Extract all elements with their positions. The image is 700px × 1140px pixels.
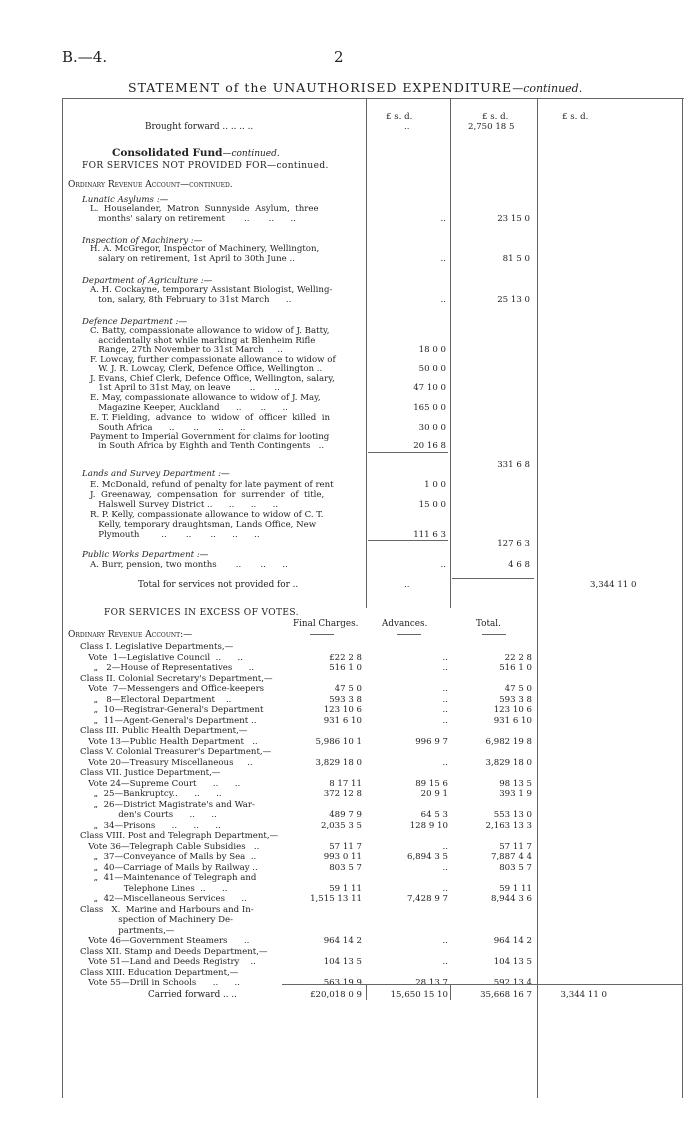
item-amount: .. <box>440 295 446 305</box>
final-charge: 59 1 11 <box>329 884 362 894</box>
vote-row-label: Vote 1—Legislative Council .. .. <box>80 653 243 663</box>
advance: .. <box>442 663 448 673</box>
final-charge: 5,986 10 1 <box>315 737 362 747</box>
left-rule <box>62 98 63 1098</box>
line-item-text: in South Africa by Eighth and Tenth Contingents .. <box>90 441 325 451</box>
top-rule <box>62 98 684 99</box>
advance: .. <box>442 957 448 967</box>
vote-row-label: partments,— <box>80 926 175 936</box>
carried-sep-1 <box>366 984 367 1000</box>
row-total: 553 13 0 <box>493 810 532 820</box>
final-charge: 1,515 13 11 <box>310 894 362 904</box>
row-total: 98 13 5 <box>499 779 532 789</box>
final-charge: 104 13 5 <box>323 957 362 967</box>
vote-row-label: Vote 24—Supreme Court .. .. <box>80 779 241 789</box>
final-charge: 516 1 0 <box>329 663 362 673</box>
line-item-text: E. May, compassionate allowance to widow of J. May, <box>90 393 321 403</box>
col2-header: £ s. d. <box>482 112 509 122</box>
item-amount: 165 0 0 <box>413 403 446 413</box>
final-charge: 931 6 10 <box>323 716 362 726</box>
vote-row-label: „ 40—Carriage of Mails by Railway .. <box>80 863 258 873</box>
carried-total: 35,668 16 7 <box>480 990 532 1000</box>
vote-row-label: Vote 13—Public Health Department .. <box>80 737 258 747</box>
line-item-text: J. Greenaway, compensation for surrender of title, <box>90 490 325 500</box>
vote-row-label: „ 10—Registrar-General's Department <box>80 705 264 715</box>
final-charge: 993 0 11 <box>323 852 362 862</box>
line-item-text: Public Works Department :— <box>82 550 209 560</box>
row-total: 6,982 19 8 <box>485 737 532 747</box>
carried-sep-2 <box>450 984 451 1000</box>
final-underline <box>310 634 334 635</box>
advances-header: Advances. <box>382 619 428 629</box>
vote-row-label: „ 41—Maintenance of Telegraph and <box>80 873 257 883</box>
advance: .. <box>442 684 448 694</box>
total-underline <box>482 634 506 635</box>
line-item-text: R. P. Kelly, compassionate allowance to widow of C. T. <box>90 510 324 520</box>
vote-row-label: „ 2—House of Representatives .. <box>80 663 255 673</box>
final-charge: 2,035 3 5 <box>320 821 362 831</box>
advance: 7,428 9 7 <box>406 894 448 904</box>
advance: 28 13 7 <box>415 978 448 988</box>
row-total: 123 10 6 <box>493 705 532 715</box>
line-item-text: H. A. McGregor, Inspector of Machinery, Wellington, <box>90 244 320 254</box>
advance: 64 5 3 <box>420 810 448 820</box>
item-amount: 111 6 3 <box>413 530 446 540</box>
line-item-text: Defence Department :— <box>82 317 188 327</box>
row-total: 8,944 3 6 <box>490 894 532 904</box>
item-amount: .. <box>440 560 446 570</box>
final-charge: 8 17 11 <box>329 779 362 789</box>
vote-row-label: „ 42—Miscellaneous Services .. <box>80 894 247 904</box>
vote-row-label: Class V. Colonial Treasurer's Department,— <box>80 747 272 757</box>
carried-advances: 15,650 15 10 <box>390 990 448 1000</box>
carried-final: £20,018 0 9 <box>310 990 362 1000</box>
total-not-provided-label: Total for services not provided for .. <box>138 580 299 590</box>
line-item-text: Department of Agriculture :— <box>82 276 213 286</box>
row-total: 593 3 8 <box>499 695 532 705</box>
line-item-text: Plymouth .. .. .. .. .. <box>90 530 260 540</box>
advance: 6,894 3 5 <box>406 852 448 862</box>
vote-row-label: „ 11—Agent-General's Department .. <box>80 716 257 726</box>
final-charge: 123 10 6 <box>323 705 362 715</box>
advance: .. <box>442 842 448 852</box>
vote-row-label: Class III. Public Health Department,— <box>80 726 248 736</box>
subtotal-amount: 127 6 3 <box>497 539 530 549</box>
final-charge: 964 14 2 <box>323 936 362 946</box>
final-charge: 563 19 9 <box>323 978 362 988</box>
row-total: 22 2 8 <box>504 653 532 663</box>
vote-row-label: „ 8—Electoral Department .. <box>80 695 232 705</box>
subtotal-amount: 81 5 0 <box>502 254 530 264</box>
advance: 996 9 7 <box>415 737 448 747</box>
line-item-text: Lunatic Asylums :— <box>82 195 169 205</box>
vote-row-label: „ 26—District Magistrate's and War- <box>80 800 255 810</box>
advance: .. <box>442 863 448 873</box>
vote-row-label: Class VIII. Post and Telegraph Department,— <box>80 831 279 841</box>
final-charge: 803 5 7 <box>329 863 362 873</box>
line-item-text: South Africa .. .. .. .. <box>90 423 246 433</box>
final-charge: 57 11 7 <box>329 842 362 852</box>
item-amount: .. <box>440 254 446 264</box>
final-charge: 489 7 9 <box>329 810 362 820</box>
vote-row-label: spection of Machinery De- <box>80 915 233 925</box>
col-rule-1 <box>366 98 367 608</box>
parliamentary-paper-code: B.—4. <box>62 48 108 66</box>
vote-row-label: „ 34—Prisons .. .. .. <box>80 821 221 831</box>
col3-header: £ s. d. <box>562 112 589 122</box>
row-total: 803 5 7 <box>499 863 532 873</box>
advance: .. <box>442 884 448 894</box>
item-amount: 30 0 0 <box>418 423 446 433</box>
row-total: 516 1 0 <box>499 663 532 673</box>
line-item-text: Kelly, temporary draughtsman, Lands Office, New <box>90 520 317 530</box>
vote-row-label: Vote 20—Treasury Miscellaneous .. <box>80 758 253 768</box>
line-item-text: Halswell Survey District .. .. .. .. <box>90 500 279 510</box>
subtotal-amount: 331 6 8 <box>497 460 530 470</box>
subtotal-rule <box>368 540 448 541</box>
line-item-text: E. McDonald, refund of penalty for late payment of rent <box>90 480 334 490</box>
vote-row-label: Vote 55—Drill in Schools .. .. <box>80 978 241 988</box>
services-not-provided-heading: FOR SERVICES NOT PROVIDED FOR—continued. <box>82 161 329 171</box>
vote-row-label: Class I. Legislative Departments,— <box>80 642 234 652</box>
row-total: 393 1 9 <box>499 789 532 799</box>
carried-grand: 3,344 11 0 <box>560 990 607 1000</box>
line-item-text: F. Lowcay, further compassionate allowance to widow of <box>90 355 336 365</box>
vote-row-label: Telephone Lines .. .. <box>80 884 228 894</box>
vote-row-label: Class XIII. Education Department,— <box>80 968 239 978</box>
item-amount: 47 10 0 <box>413 383 446 393</box>
vote-row-label: „ 37—Conveyance of Mails by Sea .. <box>80 852 257 862</box>
brought-forward-label: Brought forward .. .. .. .. <box>145 122 254 132</box>
advance: .. <box>442 936 448 946</box>
consolidated-fund-heading: Consolidated Fund—continued. <box>112 147 280 159</box>
carried-forward-label: Carried forward .. .. <box>148 990 237 1000</box>
vote-row-label: Class II. Colonial Secretary's Department,— <box>80 674 273 684</box>
statement-title: STATEMENT of the UNAUTHORISED EXPENDITURE—continued. <box>128 80 583 95</box>
row-total: 59 1 11 <box>499 884 532 894</box>
item-amount: .. <box>440 214 446 224</box>
carried-rule <box>282 984 682 985</box>
total-not-provided-amount: 3,344 11 0 <box>590 580 637 590</box>
item-amount: 20 16 8 <box>413 441 446 451</box>
line-item-text: Inspection of Machinery :— <box>82 236 203 246</box>
total-rule <box>452 578 534 579</box>
vote-row-label: „ 25—Bankruptcy.. .. .. <box>80 789 222 799</box>
total-not-provided-dots: .. <box>404 580 410 590</box>
col-rule-3 <box>537 98 538 1098</box>
advance: 128 9 10 <box>409 821 448 831</box>
final-charge: 47 5 0 <box>334 684 362 694</box>
advance: 20 9 1 <box>420 789 448 799</box>
row-total: 2,163 13 3 <box>485 821 532 831</box>
subtotal-amount: 4 6 8 <box>508 560 530 570</box>
line-item-text: J. Evans, Chief Clerk, Defence Office, Wellington, salary, <box>90 374 335 384</box>
row-total: 57 11 7 <box>499 842 532 852</box>
right-rule <box>682 98 683 1098</box>
vote-row-label: Vote 36—Telegraph Cable Subsidies .. <box>80 842 260 852</box>
vote-row-label: Vote 7—Messengers and Office-keepers <box>80 684 265 694</box>
ordinary-revenue-heading-2: Ordinary Revenue Account:— <box>68 630 193 640</box>
vote-row-label: Class VII. Justice Department,— <box>80 768 221 778</box>
line-item-text: A. H. Cockayne, temporary Assistant Biologist, Welling- <box>90 285 333 295</box>
line-item-text: salary on retirement, 1st April to 30th June .. <box>90 254 295 264</box>
vote-row-label: Vote 46—Government Steamers .. <box>80 936 250 946</box>
vote-row-label: Class XII. Stamp and Deeds Department,— <box>80 947 268 957</box>
col1-header: £ s. d. <box>386 112 413 122</box>
advance: .. <box>442 695 448 705</box>
final-charge: 372 12 8 <box>323 789 362 799</box>
advance: .. <box>442 705 448 715</box>
final-charge: 3,829 18 0 <box>315 758 362 768</box>
excess-heading: FOR SERVICES IN EXCESS OF VOTES. <box>104 608 299 618</box>
item-amount: 1 0 0 <box>424 480 446 490</box>
item-amount: 18 0 0 <box>418 345 446 355</box>
line-item-text: E. T. Fielding, advance to widow of officer killed in <box>90 413 330 423</box>
line-item-text: L. Houselander, Matron Sunnyside Asylum, three <box>90 204 319 214</box>
page-number: 2 <box>334 48 344 66</box>
line-item-text: 1st April to 31st May, on leave .. .. <box>90 383 280 393</box>
advance: .. <box>442 716 448 726</box>
row-total: 592 13 4 <box>493 978 532 988</box>
final-charges-header: Final Charges. <box>293 619 359 629</box>
line-item-text: accidentally shot while marking at Blenheim Rifle <box>90 336 316 346</box>
advance: .. <box>442 653 448 663</box>
row-total: 3,829 18 0 <box>485 758 532 768</box>
final-charge: 593 3 8 <box>329 695 362 705</box>
col-rule-2 <box>450 98 451 608</box>
advance: .. <box>442 758 448 768</box>
vote-row-label: Vote 51—Land and Deeds Registry .. <box>80 957 256 967</box>
ordinary-revenue-heading: Ordinary Revenue Account—continued. <box>68 180 233 190</box>
brought-forward-dots: .. <box>404 122 410 132</box>
total-header: Total. <box>476 619 501 629</box>
item-amount: 15 0 0 <box>418 500 446 510</box>
advance: 89 15 6 <box>415 779 448 789</box>
line-item-text: W. J. R. Lowcay, Clerk, Defence Office, Wellington .. <box>90 364 323 374</box>
line-item-text: Magazine Keeper, Auckland .. .. .. <box>90 403 288 413</box>
row-total: 931 6 10 <box>493 716 532 726</box>
line-item-text: A. Burr, pension, two months .. .. .. <box>90 560 288 570</box>
row-total: 104 13 5 <box>493 957 532 967</box>
vote-row-label: Class X. Marine and Harbours and In- <box>80 905 254 915</box>
item-amount: 50 0 0 <box>418 364 446 374</box>
subtotal-amount: 25 13 0 <box>497 295 530 305</box>
line-item-text: Payment to Imperial Government for claims for looting <box>90 432 330 442</box>
final-charge: £22 2 8 <box>329 653 362 663</box>
brought-forward-total: 2,750 18 5 <box>468 122 515 132</box>
subtotal-rule <box>368 452 448 453</box>
line-item-text: Range, 27th November to 31st March .. <box>90 345 283 355</box>
row-total: 47 5 0 <box>504 684 532 694</box>
vote-row-label: den's Courts .. .. <box>80 810 217 820</box>
adv-underline <box>397 634 421 635</box>
row-total: 7,887 4 4 <box>490 852 532 862</box>
line-item-text: months' salary on retirement .. .. .. <box>90 214 296 224</box>
line-item-text: Lands and Survey Department :— <box>82 469 230 479</box>
line-item-text: ton, salary, 8th February to 31st March .. <box>90 295 292 305</box>
row-total: 964 14 2 <box>493 936 532 946</box>
line-item-text: C. Batty, compassionate allowance to widow of J. Batty, <box>90 326 330 336</box>
subtotal-amount: 23 15 0 <box>497 214 530 224</box>
